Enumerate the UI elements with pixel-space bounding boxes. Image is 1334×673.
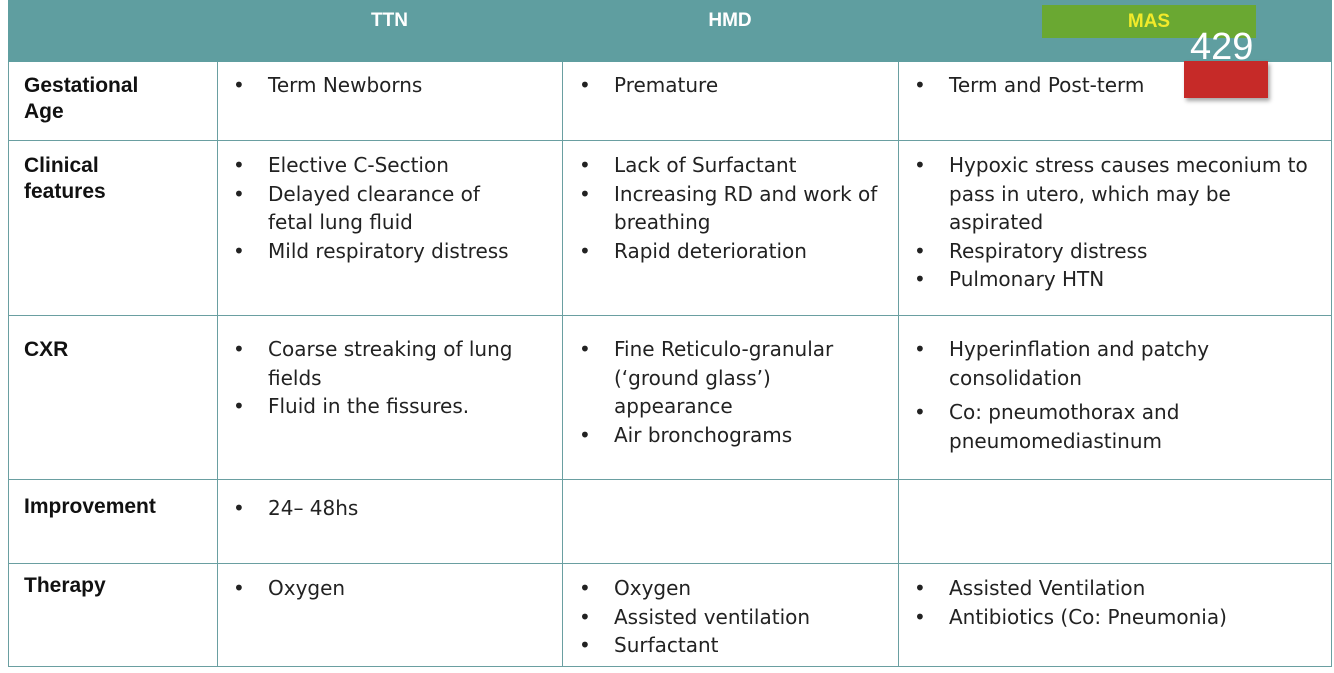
bullet-list — [914, 335, 1274, 455]
cell-mas-gestational-age — [914, 71, 1184, 100]
list-item: • Surfactant — [579, 631, 879, 660]
row-label-gestational-age — [24, 73, 138, 125]
bullet-list — [579, 574, 879, 660]
row-label-line: Age — [24, 100, 64, 123]
column-divider — [898, 62, 899, 667]
list-item: • Oxygen — [233, 574, 533, 603]
bullet-list — [914, 574, 1319, 631]
list-item: • Elective C-Section — [233, 151, 513, 180]
cell-mas-therapy — [914, 574, 1319, 631]
page-number: 429 — [1190, 26, 1254, 68]
bullet-list — [579, 151, 879, 265]
list-item: • Fine Reticulo-granular (‘ground glass’) appearance — [579, 335, 879, 421]
cell-ttn-therapy — [233, 574, 533, 603]
bullet-list — [233, 494, 533, 523]
row-improvement — [8, 480, 1332, 564]
list-item: • Assisted ventilation — [579, 603, 879, 632]
column-divider — [562, 62, 563, 667]
list-item: • Co: pneumothorax and pneumomediastinum — [914, 398, 1274, 455]
cell-ttn-cxr — [233, 335, 533, 421]
list-item: • Respiratory distress — [914, 237, 1319, 266]
list-item: • Pulmonary HTN — [914, 265, 1319, 294]
table-border-right — [1331, 62, 1332, 667]
list-item: • Lack of Surfactant — [579, 151, 879, 180]
bullet-list — [233, 71, 553, 100]
row-label-line: Clinical — [24, 154, 99, 177]
row-label-line: Gestational — [24, 74, 139, 97]
list-item: • Term and Post-term — [914, 71, 1184, 100]
table-border-left — [8, 62, 9, 667]
cell-hmd-therapy — [579, 574, 879, 660]
list-item: • Air bronchograms — [579, 421, 879, 450]
list-item: • Rapid deterioration — [579, 237, 879, 266]
list-item: • Coarse streaking of lung fields — [233, 335, 533, 392]
list-item: • Delayed clearance of fetal lung fluid — [233, 180, 513, 237]
cell-mas-clinical-features — [914, 151, 1319, 294]
list-item: • Increasing RD and work of breathing — [579, 180, 879, 237]
list-item: • Premature — [579, 71, 889, 100]
list-item: • Mild respiratory distress — [233, 237, 513, 266]
bullet-list — [914, 151, 1319, 294]
row-label-therapy: Therapy — [24, 574, 106, 597]
cell-hmd-gestational-age — [579, 71, 889, 100]
list-item: • Oxygen — [579, 574, 879, 603]
header-ttn: TTN — [371, 10, 408, 31]
cell-ttn-improvement — [233, 494, 533, 523]
list-item: • Antibiotics (Co: Pneumonia) — [914, 603, 1319, 632]
list-item: • Assisted Ventilation — [914, 574, 1319, 603]
list-item: • Hypoxic stress causes meconium to pass in utero, which may be aspirated — [914, 151, 1319, 237]
bullet-list — [233, 151, 513, 265]
list-item: • 24– 48hs — [233, 494, 533, 523]
column-divider — [217, 62, 218, 667]
header-mas: MAS — [1042, 5, 1256, 38]
row-label-cxr: CXR — [24, 338, 69, 361]
bullet-list — [914, 71, 1184, 100]
list-item: • Fluid in the fissures. — [233, 392, 533, 421]
row-label-line: features — [24, 180, 106, 203]
cell-hmd-cxr — [579, 335, 879, 449]
row-label-improvement: Improvement — [24, 495, 156, 518]
header-hmd: HMD — [708, 10, 752, 31]
list-item: • Term Newborns — [233, 71, 553, 100]
comparison-table — [8, 0, 1332, 667]
cell-ttn-gestational-age — [233, 71, 553, 100]
cell-mas-cxr — [914, 335, 1274, 455]
bullet-list — [579, 71, 889, 100]
list-item: • Hyperinflation and patchy consolidation — [914, 335, 1274, 392]
bullet-list — [579, 335, 879, 449]
row-label-clinical-features — [24, 153, 106, 205]
cell-ttn-clinical-features — [233, 151, 513, 265]
cell-hmd-clinical-features — [579, 151, 879, 265]
bullet-list — [233, 574, 533, 603]
bullet-list — [233, 335, 533, 421]
